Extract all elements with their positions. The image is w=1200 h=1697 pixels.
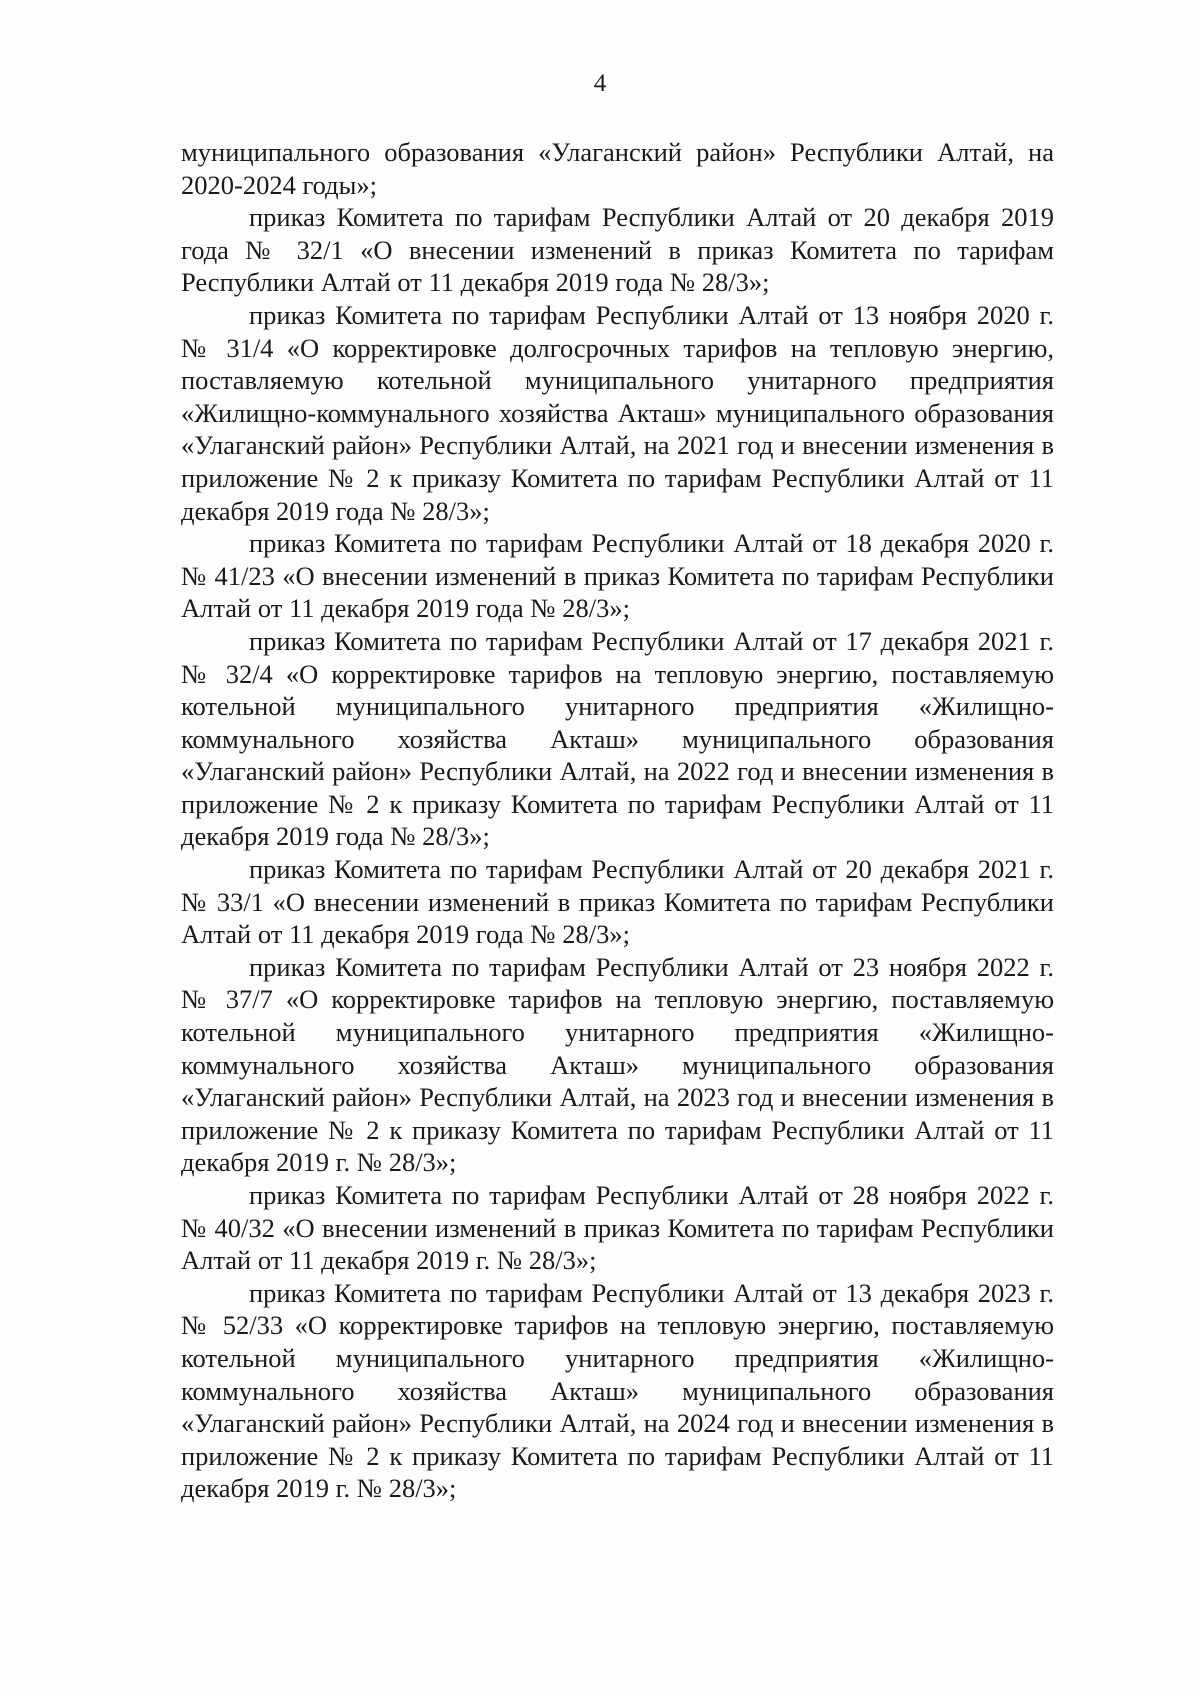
paragraph-continuation: муниципального образования «Улаганский район» Республики Алтай, на 2020-2024 годы»; xyxy=(181,137,1054,200)
paragraph-order-33-1: приказ Комитета по тарифам Республики Алтай от 20 декабря 2021 г. № 33/1 «О внесении изменений в приказ Комитета по тарифам Республики Алтай от 11 декабря 2019 года № 28/3»; xyxy=(181,854,1054,950)
paragraph-order-32-1: приказ Комитета по тарифам Республики Алтай от 20 декабря 2019 года № 32/1 «О внесении изменений в приказ Комитета по тарифам Республики Алтай от 11 декабря 2019 года № 28/3»; xyxy=(181,202,1054,298)
page-number: 4 xyxy=(593,70,607,97)
document-body xyxy=(181,136,1054,1505)
paragraph-order-32-4: приказ Комитета по тарифам Республики Алтай от 17 декабря 2021 г. № 32/4 «О корректировке тарифов на тепловую энергию, поставляемую котельной муниципального унитарного предприятия «Жилищно-коммунального хозяйства Акташ» муниципального образования «Улаганский район» Республики Алтай, на 2022 год и внесении изменения в приложение № 2 к приказу Комитета по тарифам Республики Алтай от 11 декабря 2019 года № 28/3»; xyxy=(181,625,1054,852)
paragraph-order-40-32: приказ Комитета по тарифам Республики Алтай от 28 ноября 2022 г. № 40/32 «О внесении изменений в приказ Комитета по тарифам Республики Алтай от 11 декабря 2019 г. № 28/3»; xyxy=(181,1180,1054,1276)
paragraph-order-41-23: приказ Комитета по тарифам Республики Алтай от 18 декабря 2020 г. № 41/23 «О внесении изменений в приказ Комитета по тарифам Республики Алтай от 11 декабря 2019 года № 28/3»; xyxy=(181,528,1054,624)
paragraph-order-52-33: приказ Комитета по тарифам Республики Алтай от 13 декабря 2023 г. № 52/33 «О корректировке тарифов на тепловую энергию, поставляемую котельной муниципального унитарного предприятия «Жилищно-коммунального хозяйства Акташ» муниципального образования «Улаганский район» Республики Алтай, на 2024 год и внесении изменения в приложение № 2 к приказу Комитета по тарифам Республики Алтай от 11 декабря 2019 г. № 28/3»; xyxy=(181,1277,1054,1504)
paragraph-order-31-4: приказ Комитета по тарифам Республики Алтай от 13 ноября 2020 г. № 31/4 «О корректировке долгосрочных тарифов на тепловую энергию, поставляемую котельной муниципального унитарного предприятия «Жилищно-коммунального хозяйства Акташ» муниципального образования «Улаганский район» Республики Алтай, на 2021 год и внесении изменения в приложение № 2 к приказу Комитета по тарифам Республики Алтай от 11 декабря 2019 года № 28/3»; xyxy=(181,299,1054,526)
paragraph-order-37-7: приказ Комитета по тарифам Республики Алтай от 23 ноября 2022 г. № 37/7 «О корректировке тарифов на тепловую энергию, поставляемую котельной муниципального унитарного предприятия «Жилищно-коммунального хозяйства Акташ» муниципального образования «Улаганский район» Республики Алтай, на 2023 год и внесении изменения в приложение № 2 к приказу Комитета по тарифам Республики Алтай от 11 декабря 2019 г. № 28/3»; xyxy=(181,951,1054,1178)
